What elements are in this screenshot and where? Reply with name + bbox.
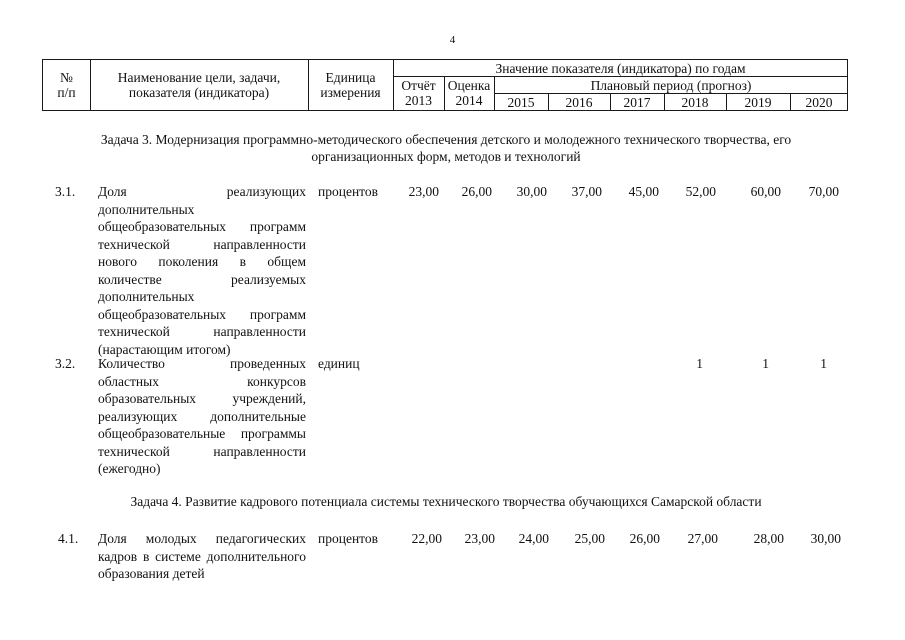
row-name: Доля молодых педагогических кадров в системе дополнительного образования детей xyxy=(98,531,306,581)
row-value-2017: 45,00 xyxy=(628,184,659,199)
row-value-2019: 28,00 xyxy=(753,531,784,546)
header-unit-line1: Единица xyxy=(325,70,376,85)
page-number: 4 xyxy=(449,34,456,46)
header-unit-line2: измерения xyxy=(320,85,381,100)
header-estimate-label: Оценка xyxy=(447,78,491,93)
row-value-2019: 1 xyxy=(762,356,769,371)
row-unit: единиц xyxy=(318,356,360,371)
row-value-2016: 37,00 xyxy=(571,184,602,199)
row-value-2019: 60,00 xyxy=(750,184,781,199)
header-num-line2: п/п xyxy=(57,85,76,100)
task4-heading: Задача 4. Развитие кадрового потенциала системы технического творчества обучающихся Самарской области xyxy=(130,494,762,509)
row-value-2013: 23,00 xyxy=(408,184,439,199)
task3-heading-line2: организационных форм, методов и технологий xyxy=(311,149,581,164)
header-estimate xyxy=(444,78,494,108)
header-planned: Плановый период (прогноз) xyxy=(590,78,752,93)
header-year-2014: 2014 xyxy=(455,93,483,108)
header-name xyxy=(90,70,308,100)
header-year-2018: 2018 xyxy=(681,95,709,110)
header-unit xyxy=(308,70,393,100)
task3-heading xyxy=(40,131,852,165)
row-value-2015: 30,00 xyxy=(516,184,547,199)
row-value-2016: 25,00 xyxy=(574,531,605,546)
row-unit: процентов xyxy=(318,531,379,546)
row-value-2017: 26,00 xyxy=(629,531,660,546)
row-number: 3.1. xyxy=(55,184,76,199)
task3-heading-line1: Задача 3. Модернизация программно-методического обеспечения детского и молодежного технического творчества, его xyxy=(100,132,792,147)
header-value-group: Значение показателя (индикатора) по годам xyxy=(495,61,746,76)
row-name: Доля реализующих дополнительных общеобразовательных программ технической направленности нового поколения в общем количестве реализуемых дополнительных общеобразовательных программ технической направленности (нарастающим итогом) xyxy=(98,184,306,357)
header-name-line1: Наименование цели, задачи, xyxy=(117,70,281,85)
row-value-2020: 70,00 xyxy=(808,184,839,199)
header-num xyxy=(43,70,90,100)
header-year-2019: 2019 xyxy=(744,95,772,110)
row-value-2020: 30,00 xyxy=(810,531,841,546)
header-report xyxy=(393,78,444,108)
divider xyxy=(393,76,848,77)
header-year-2015: 2015 xyxy=(507,95,535,110)
row-value-2020: 1 xyxy=(820,356,827,371)
header-report-label: Отчёт xyxy=(401,78,436,93)
header-name-line2: показателя (индикатора) xyxy=(128,85,270,100)
header-year-2016: 2016 xyxy=(565,95,593,110)
row-value-2013: 22,00 xyxy=(411,531,442,546)
row-name: Количество проведенных областных конкурсов образовательных учреждений, реализующих дополнительные общеобразовательные программы технической направленности (ежегодно) xyxy=(98,356,306,476)
row-value-2014: 23,00 xyxy=(464,531,495,546)
row-value-2018: 52,00 xyxy=(685,184,716,199)
header-num-line1: № xyxy=(60,70,73,85)
table-header xyxy=(42,59,848,111)
row-number: 4.1. xyxy=(58,531,79,546)
header-year-2020: 2020 xyxy=(805,95,833,110)
row-value-2014: 26,00 xyxy=(461,184,492,199)
header-year-2017: 2017 xyxy=(623,95,651,110)
row-number: 3.2. xyxy=(55,356,76,371)
row-value-2018: 1 xyxy=(696,356,703,371)
row-value-2018: 27,00 xyxy=(687,531,718,546)
row-unit: процентов xyxy=(318,184,379,199)
row-value-2015: 24,00 xyxy=(518,531,549,546)
header-year-2013: 2013 xyxy=(405,93,432,108)
